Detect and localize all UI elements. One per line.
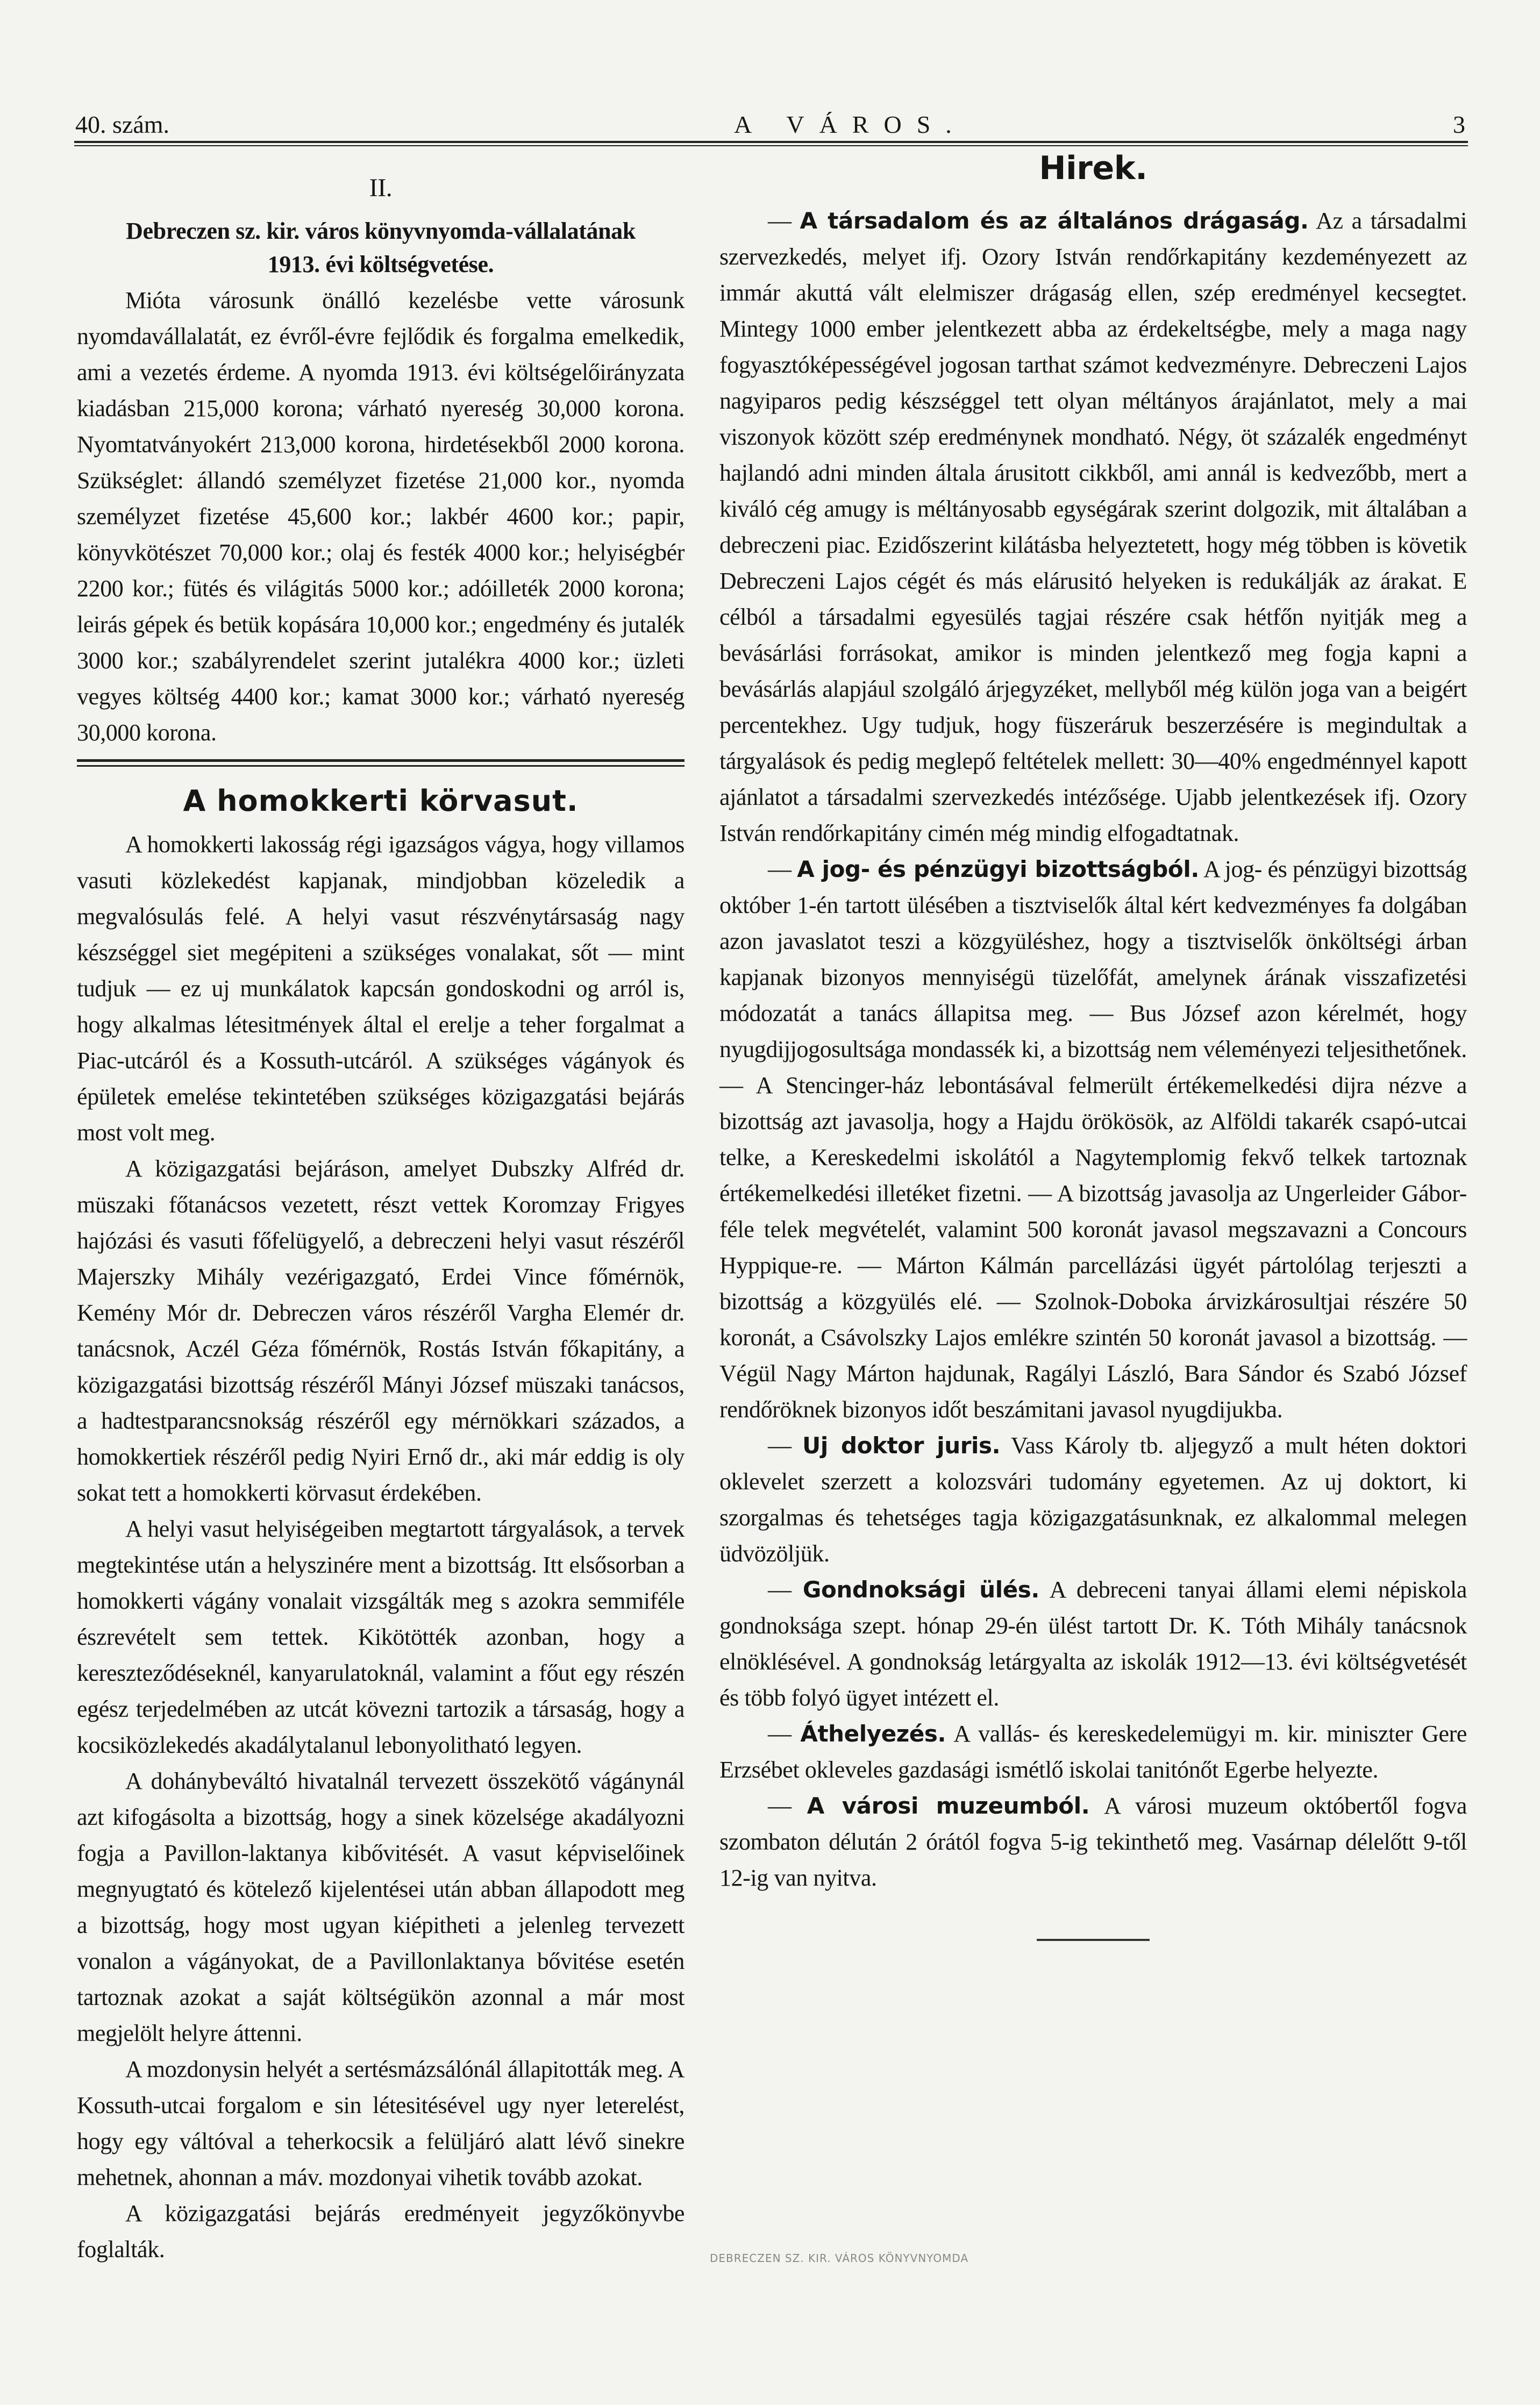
budget-title-line-2: 1913. évi költségvetése. <box>267 251 494 277</box>
news-item <box>719 1716 1467 1788</box>
news-item-title: A társadalom és az általános drágaság. <box>800 208 1309 234</box>
article-paragraph: A helyi vasut helyiségeiben megtartott tárgyalások, a tervek megtekintése után a helyszinére ment a bizottság. Itt elsősorban a homokkerti vágány vonalait vizsgálták meg s azokra semmiféle észrevételt sem tettek. Kikötötték azonban, hogy a kereszteződéseknél, kanyarulatoknál, valamint a főut egy részén egész terjedelmében az utcát kövezni tartozik a társaság, hogy a kocsiközlekedés akadálytalanul lebonyolitható legyen. <box>77 1516 685 1758</box>
budget-text: Mióta városunk önálló kezelésbe vette városunk nyomdavállalatát, ez évről-évre fejlődik és forgalma emelkedik, ami a vezetés érdeme. A nyomda 1913. évi költségelőirányzata kiadásban 215,000 korona; várható nyereség 30,000 korona. Nyomtatványokért 213,000 korona, hirdetésekből 2000 korona. Szükséglet: állandó személyzet fizetése 21,000 kor., nyomda személyzet fizetése 45,600 kor.; lakbér 4600 kor.; papir, könyvkötészet 70,000 kor.; olaj és festék 4000 kor.; helyiségbér 2200 kor.; fütés és világitás 5000 kor.; adóilleték 2000 korona; leirás gépek és betük kopására 10,000 kor.; engedmény és jutalék 3000 kor.; szabályrendelet szerint jutalékra 4000 kor.; üzleti vegyes költség 4400 kor.; kamat 3000 kor.; várható nyereség 30,000 korona. <box>77 287 685 746</box>
news-item-title: Áthelyezés. <box>800 1721 946 1747</box>
section-number: II. <box>369 174 393 202</box>
article-paragraph: A közigazgatási bejáráson, amelyet Dubszky Alfréd dr. müszaki főtanácsos vezetett, részt vettek Koromzay Frigyes hajózási és vasuti főfelügyelő, a debreczeni helyi vasut részéről Majerszky Mihály vezérigazgató, Erdei Vince főmérnök, Kemény Mór dr. Debreczen város részéről Vargha Elemér dr. tanácsnok, Aczél Géza főmérnök, Rostás István főkapitány, a közigazgatási bizottság részéről Mányi József müszaki tanácsos, a hadtestparancsnokság részéről egy mérnökkari százados, a homokkertiek részéről pedig Nyiri Ernő dr., aki már eddig is oly sokat tett a homokkerti körvasut érdekében. <box>77 1155 685 1506</box>
page-header <box>75 110 1465 142</box>
budget-title-line-1: Debreczen sz. kir. város könyvnyomda-vállalatának <box>126 218 636 244</box>
end-rule <box>1037 1939 1150 1941</box>
article-title: A homokkerti körvasut. <box>183 784 579 818</box>
news-item-title: Uj doktor juris. <box>802 1432 1001 1459</box>
news-item <box>719 203 1467 851</box>
page-number: 3 <box>1453 111 1465 138</box>
printer-imprint: DEBRECZEN SZ. KIR. VÁROS KÖNYVNYOMDA <box>710 2252 969 2265</box>
news-item-title: Gondnoksági ülés. <box>802 1576 1039 1603</box>
news-item-title: A jog- és pénzügyi bizottságból. <box>797 856 1199 882</box>
dash: — <box>768 208 792 234</box>
issue-number: 40. szám. <box>75 111 170 138</box>
news-item <box>719 1428 1467 1572</box>
news-item <box>719 1572 1467 1716</box>
news-item <box>719 1788 1467 1896</box>
news-item-text: A debreceni tanyai állami elemi népiskola gondnoksága szept. hónap 29-én ülést tartott Dr. K. Tóth Mihály tanácsnok elnöklésével. A gondnokság letárgyalta az iskolák 1912—13. évi költségvetését és több folyó ügyet intézett el. <box>719 1576 1467 1711</box>
section-divider <box>77 759 685 767</box>
dash: — <box>768 1576 792 1603</box>
article-paragraph: A közigazgatási bejárás eredményeit jegyzőkönyvbe foglalták. <box>77 2200 685 2263</box>
news-item-text: Vass Károly tb. aljegyző a mult héten doktori oklevelet szerzett a kolozsvári tudomány egyetemen. Az uj doktort, ki szorgalmas és tehetséges tagja közigazgatásunknak, ez alkalommal melegen üdvözöljük. <box>719 1432 1467 1567</box>
dash: — <box>768 1721 792 1747</box>
left-column <box>77 167 685 2267</box>
header-rule <box>74 141 1468 146</box>
right-column <box>719 151 1467 1941</box>
newspaper-title: A VÁROS. <box>734 111 967 138</box>
news-item-text: Az a társadalmi szervezkedés, melyet ifj. Ozory István rendőrkapitány kezdeményezett az immár akuttá vált elelmiszer drágaság ellen, szép eredményel kecsegtet. Mintegy 1000 ember jelentkezett abba az érdekeltségbe, mely a maga nagy fogyasztóképességével jogosan tarthat számot kedvezményre. Debreczeni Lajos nagyiparos pedig készséggel tett olyan méltányos árajánlatot, mely a mai viszonyok között szép eredménynek mondható. Négy, öt százalék engedményt hajlandó adni minden általa árusitott cikkből, ami annál is kedvezőbb, mert a kiváló cég amugy is méltányosabb egységárak szerint dolgozik, mit általában a debreczeni piac. Ezidőszerint kilátásba helyeztetett, hogy még többen is követik Debreczeni Lajos cégét és más elárusitó helyeken is redukálják az árakat. E célból a társadalmi egyesülés tagjai részére csak hétfőn nyitják meg a bevásárlási forrásokat, amikor is minden jelentkező meg fogja kapni a bevásárlás alapjául szolgáló árjegyzéket, mellyből még külön joga van a beigért percentekhez. Ugy tudjuk, hogy füszeráruk beszerzésére is megindultak a tárgyalások és pedig meglepő feltételek mellett: 30—40% engedménnyel kapott ajánlatot a társadalmi szervezkedés intézősége. Ujabb jelentkezések ifj. Ozory István rendőrkapitány cimén még mindig elfogadtatnak. <box>719 208 1467 846</box>
article-paragraph: A dohánybeváltó hivatalnál tervezett összekötő vágánynál azt kifogásolta a bizottság, hogy a sinek közelsége akadályozni fogja a Pavillon-laktanya kibővitését. A vasut képviselőinek megnyugtató és kötelező kijelentései után abban állapodott meg a bizottság, hogy most ugyan kiépitheti a jelenleg tervezett vonalon a vágányokat, de a Pavillonlaktanya bővitése esetén tartoznak azokat a saját költségükön azonnal a már most megjelölt helyre áttenni. <box>77 1768 685 2046</box>
news-item-title: A városi muzeumból. <box>807 1793 1090 1819</box>
news-section-title: Hirek. <box>1039 149 1147 187</box>
news-item <box>719 851 1467 1428</box>
dash: — <box>768 1793 792 1819</box>
dash: — <box>768 1432 792 1459</box>
news-item-text: A városi muzeum októbertől fogva szombaton délután 2 órától fogva 5-ig tekinthető meg. Vasárnap délelőtt 9-től 12-ig van nyitva. <box>719 1793 1467 1891</box>
article-paragraph: A homokkerti lakosság régi igazságos vágya, hogy villamos vasuti közlekedést kapjanak, mindjobban közeledik a megvalósulás felé. A helyi vasut részvénytársaság nagy készséggel siet megépiteni a szükséges vonalakat, sőt — mint tudjuk — ez uj munkálatok kapcsán gondoskodni og arról is, hogy alkalmas létesitmények által el erelje a teher forgalmat a Piac-utcáról és a Kossuth-utcáról. A szükséges vágányok és épületek emelése tekintetében szükséges közigazgatási bejárás most volt meg. <box>77 831 685 1146</box>
news-item-text: A jog- és pénzügyi bizottság október 1-én tartott ülésében a tisztviselők által kért kedvezményes fa dolgában azon javaslatot teszi a közgyüléshez, hogy a tisztviselők önköltségi árban kapjanak bizonyos mennyiségü tüzelőfát, amelynek árának visszafizetési módozatát a tanács állapitsa meg. — Bus József azon kérelmét, hogy nyugdijjogosultsága mondassék ki, a bizottság nem véleményezi teljesithetőnek. — A Stencinger-ház lebontásával felmerült értékemelkedési dijra nézve a bizottság azt javasolja, hogy a Hajdu örökösök, az Alföldi takarék csapó-utcai telke, a Kereskedelmi iskolától a Nagytemplomig fekvő telkek tartoznak értékemelkedési illetéket fizetni. — A bizottság javasolja az Ungerleider Gábor-féle telek megvételét, valamint 500 koronát javasol megszavazni a Concours Hyppique-re. — Márton Kálmán parcellázási ügyét pártolólag terjeszti a bizottság a közgyülés elé. — Szolnok-Doboka árvizkárosultjai részére 50 koronát, a Csávolszky Lajos emlékre szintén 50 koronát javasol a bizottság. — Végül Nagy Márton hajdunak, Ragályi László, Bara Sándor és Szabó József rendőröknek bizonyos időt beszámitani javasol nyugdijukba. <box>719 856 1467 1423</box>
article-paragraph: A mozdonysin helyét a sertésmázsálónál állapitották meg. A Kossuth-utcai forgalom e sin létesitésével ugy nyer leterelést, hogy egy váltóval a teherkocsik a felüljáró alatt lévő sinekre mehetnek, ahonnan a máv. mozdonyai vihetik tovább azokat. <box>77 2056 685 2190</box>
dash: — <box>768 856 792 882</box>
news-item-text: A vallás- és kereskedelemügyi m. kir. miniszter Gere Erzsébet okleveles gazdasági ismétlő iskolai tanitónőt Egerbe helyezte. <box>719 1721 1467 1783</box>
